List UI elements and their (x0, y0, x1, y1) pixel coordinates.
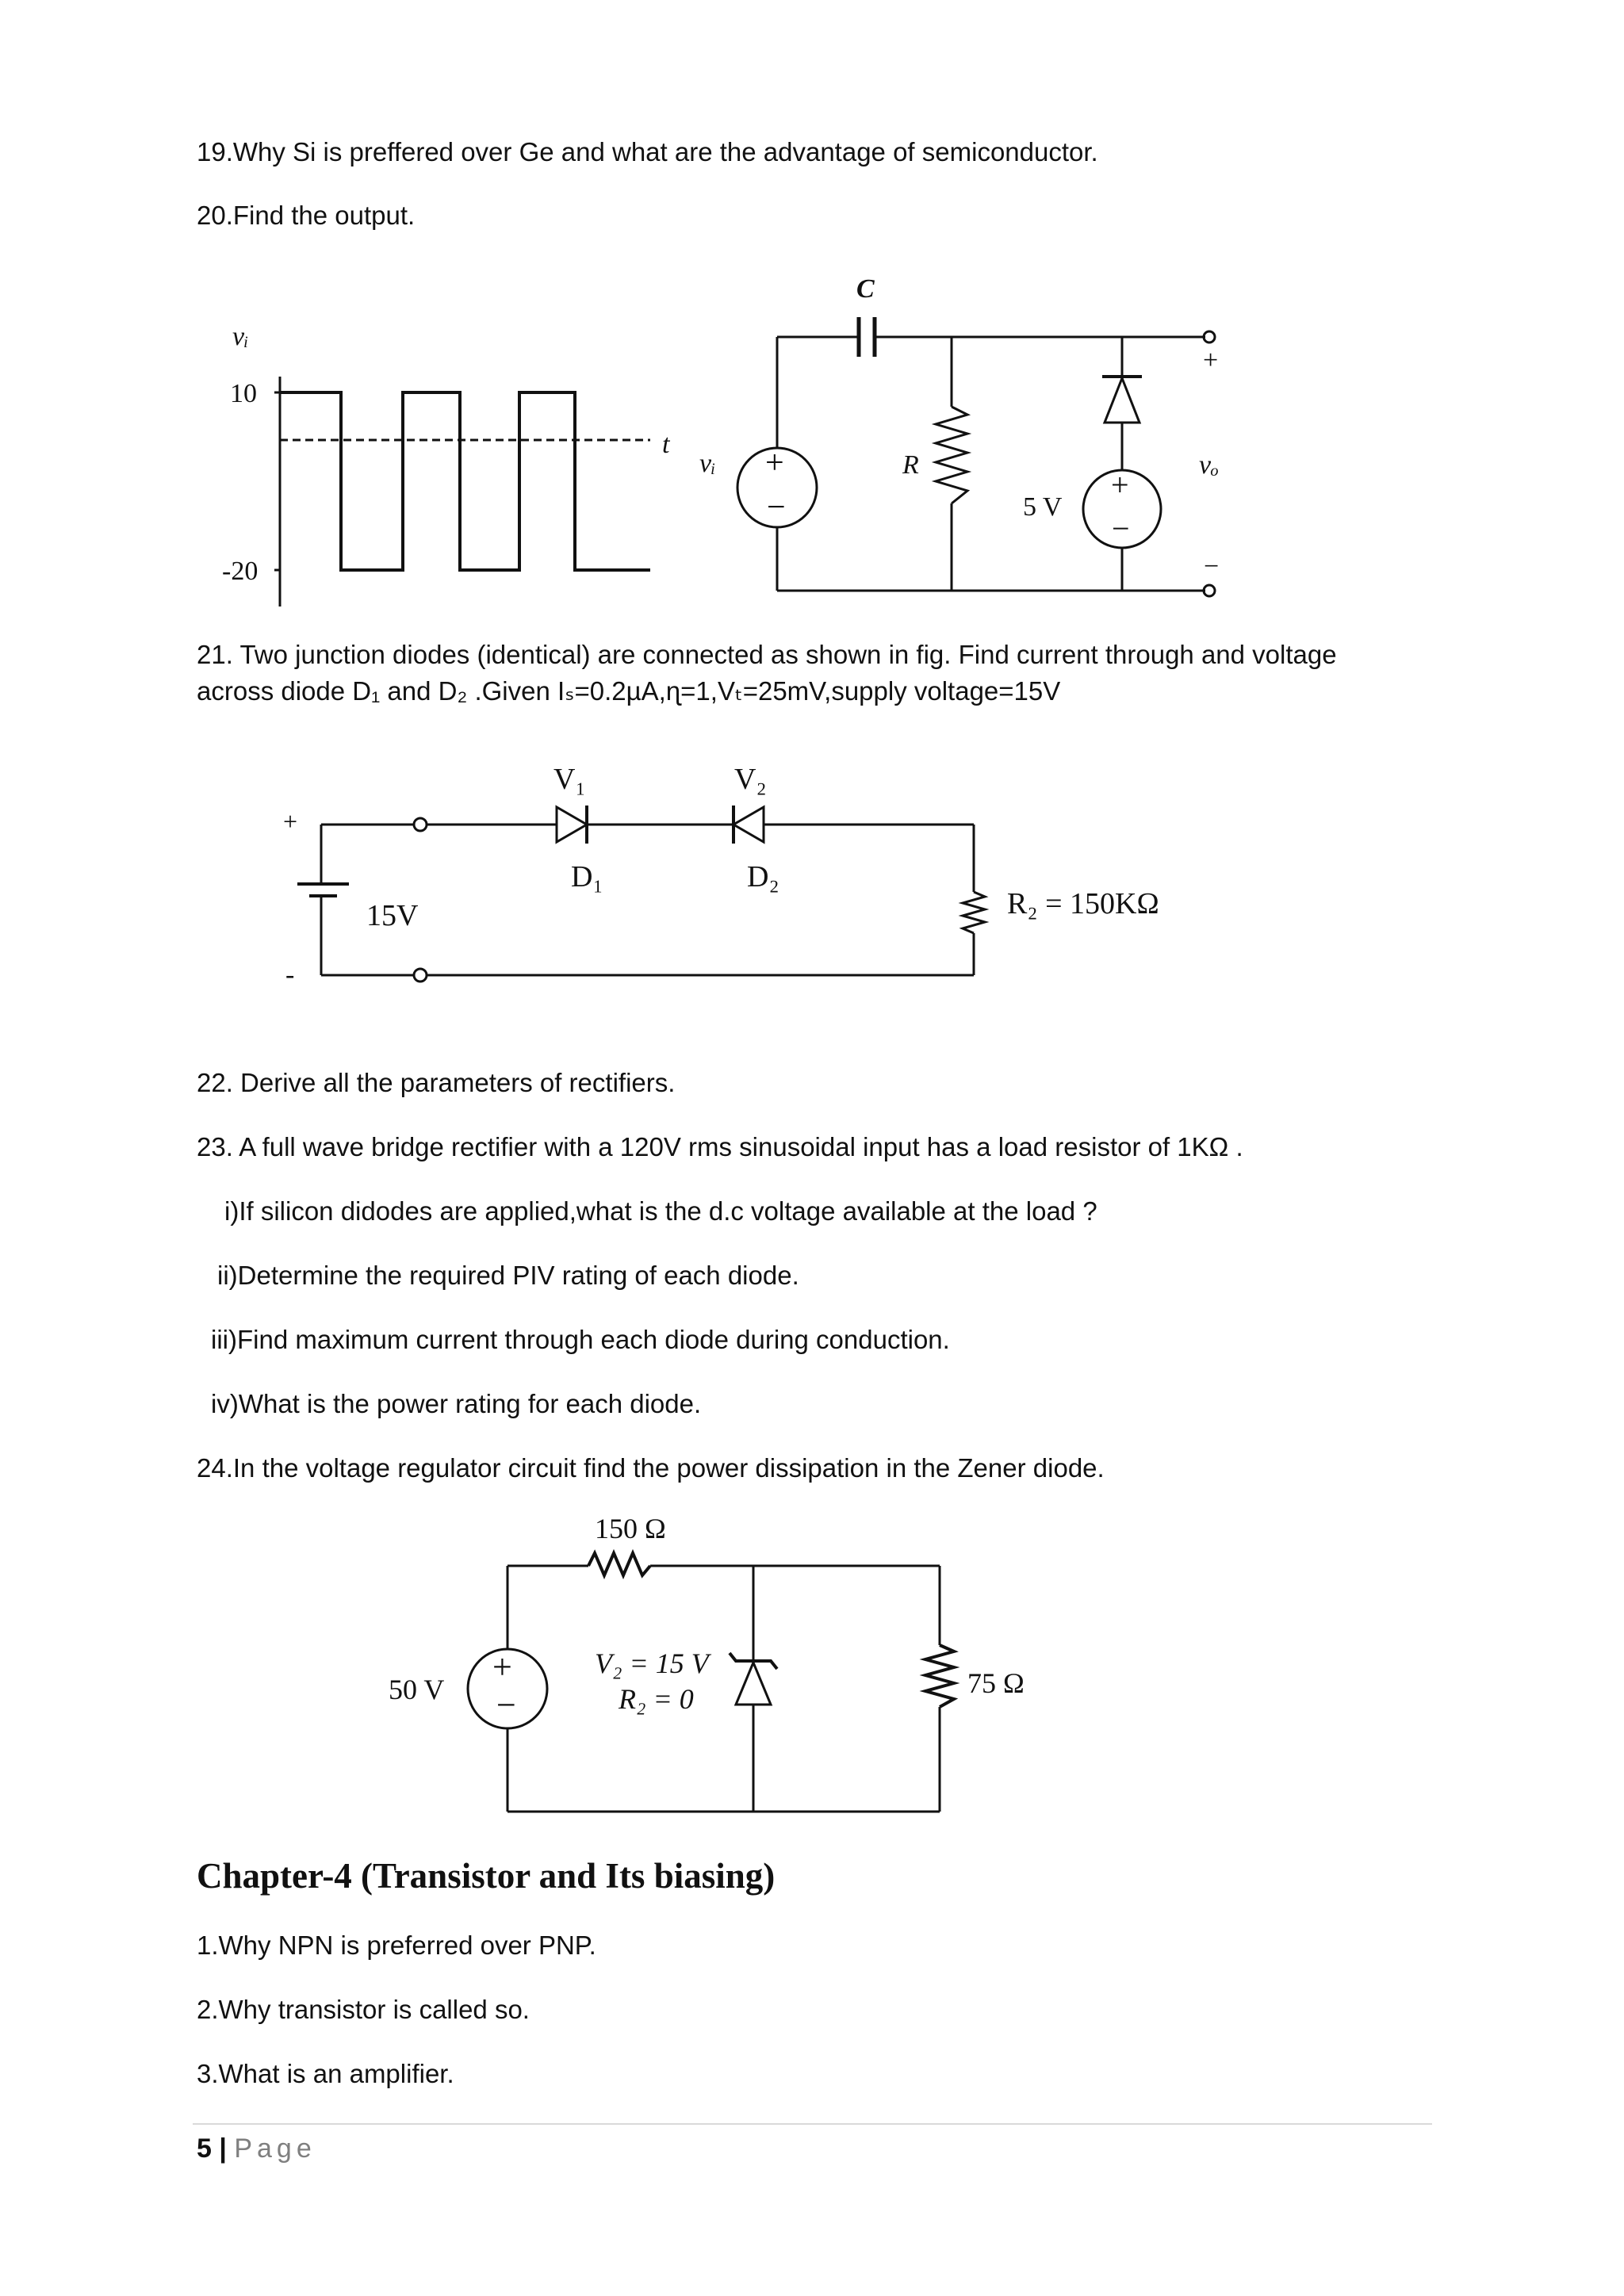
chapter-question-1: 1.Why NPN is preferred over PNP. (197, 1931, 596, 1960)
figure-q20-clamper-circuit (206, 266, 1253, 618)
chapter-question-2: 2.Why transistor is called so. (197, 1995, 530, 2024)
page-number: 5 (197, 2133, 212, 2164)
question-23: 23. A full wave bridge rectifier with a 120V rms sinusoidal input has a load resistor of 1KΩ . (197, 1132, 1243, 1161)
level-low-label: -20 (222, 557, 259, 586)
capacitor-label: C (856, 274, 875, 304)
output-minus-sign: − (1204, 552, 1220, 581)
source-plus-sign: + (492, 1647, 512, 1686)
d1-label: D₁ (571, 860, 603, 894)
battery-label: 5 V (1023, 492, 1063, 522)
load-resistor-label: 75 Ω (967, 1667, 1025, 1699)
zener-voltage-label: V₂ = 15 V (595, 1647, 709, 1679)
question-23-part-iii: iii)Find maximum current through each diode during conduction. (211, 1325, 950, 1354)
zener-regulator-diagram (381, 1502, 1094, 1820)
supply-minus-sign: - (285, 960, 295, 989)
question-21-line-2: across diode D₁ and D₂ .Given Iₛ=0.2µA,ɳ=1,Vₜ=25mV,supply voltage=15V (197, 676, 1061, 706)
chapter-question-3: 3.What is an amplifier. (197, 2059, 454, 2088)
supply-voltage-label: 15V (366, 899, 419, 932)
series-resistor-label: 150 Ω (595, 1513, 666, 1544)
supply-plus-sign: + (283, 807, 298, 836)
question-20: 20.Find the output. (197, 201, 416, 230)
series-diode-circuit-diagram (262, 753, 1293, 991)
figure-q24-zener-regulator (381, 1502, 1094, 1823)
source-minus-sign: − (496, 1686, 516, 1724)
output-plus-sign: + (1203, 346, 1219, 375)
chapter-heading: Chapter-4 (Transistor and Its biasing) (197, 1856, 776, 1896)
page-footer (197, 2133, 316, 2164)
level-high-label: 10 (230, 379, 257, 408)
question-21-line-1: 21. Two junction diodes (identical) are connected as shown in fig. Find current through and voltage (197, 640, 1337, 669)
zener-resistance-label: R₂ = 0 (619, 1683, 694, 1715)
load-resistor-label: R₂ = 150KΩ (1007, 887, 1159, 920)
battery-plus-sign: + (1111, 467, 1129, 503)
question-22: 22. Derive all the parameters of rectifiers. (197, 1068, 676, 1097)
footer-divider (193, 2123, 1432, 2125)
v1-label: V₁ (553, 763, 586, 796)
source-voltage-label: 50 V (389, 1674, 445, 1705)
vi-axis-label: vᵢ (232, 322, 249, 351)
d2-label: D₂ (747, 860, 779, 894)
question-23-part-ii: ii)Determine the required PIV rating of each diode. (217, 1261, 799, 1290)
vi-source-label: vᵢ (699, 449, 716, 478)
question-24: 24.In the voltage regulator circuit find the power dissipation in the Zener diode. (197, 1453, 1105, 1483)
clamper-circuit-diagram (206, 266, 1253, 614)
page-label: Page (234, 2133, 316, 2164)
v2-label: V₂ (734, 763, 767, 796)
question-23-part-iv: iv)What is the power rating for each diode. (211, 1389, 702, 1418)
vo-label: vₒ (1199, 450, 1219, 480)
t-axis-label: t (662, 430, 670, 459)
battery-minus-sign: − (1112, 511, 1130, 546)
resistor-label: R (902, 450, 919, 480)
question-23-part-i: i)If silicon didodes are applied,what is the d.c voltage available at the load ? (224, 1196, 1097, 1226)
figure-q21-diode-circuit (262, 753, 1293, 995)
source-minus-sign: − (767, 489, 786, 526)
source-plus-sign: + (765, 445, 784, 481)
page-separator: | (211, 2133, 235, 2164)
question-19: 19.Why Si is preffered over Ge and what are the advantage of semiconductor. (197, 137, 1098, 166)
